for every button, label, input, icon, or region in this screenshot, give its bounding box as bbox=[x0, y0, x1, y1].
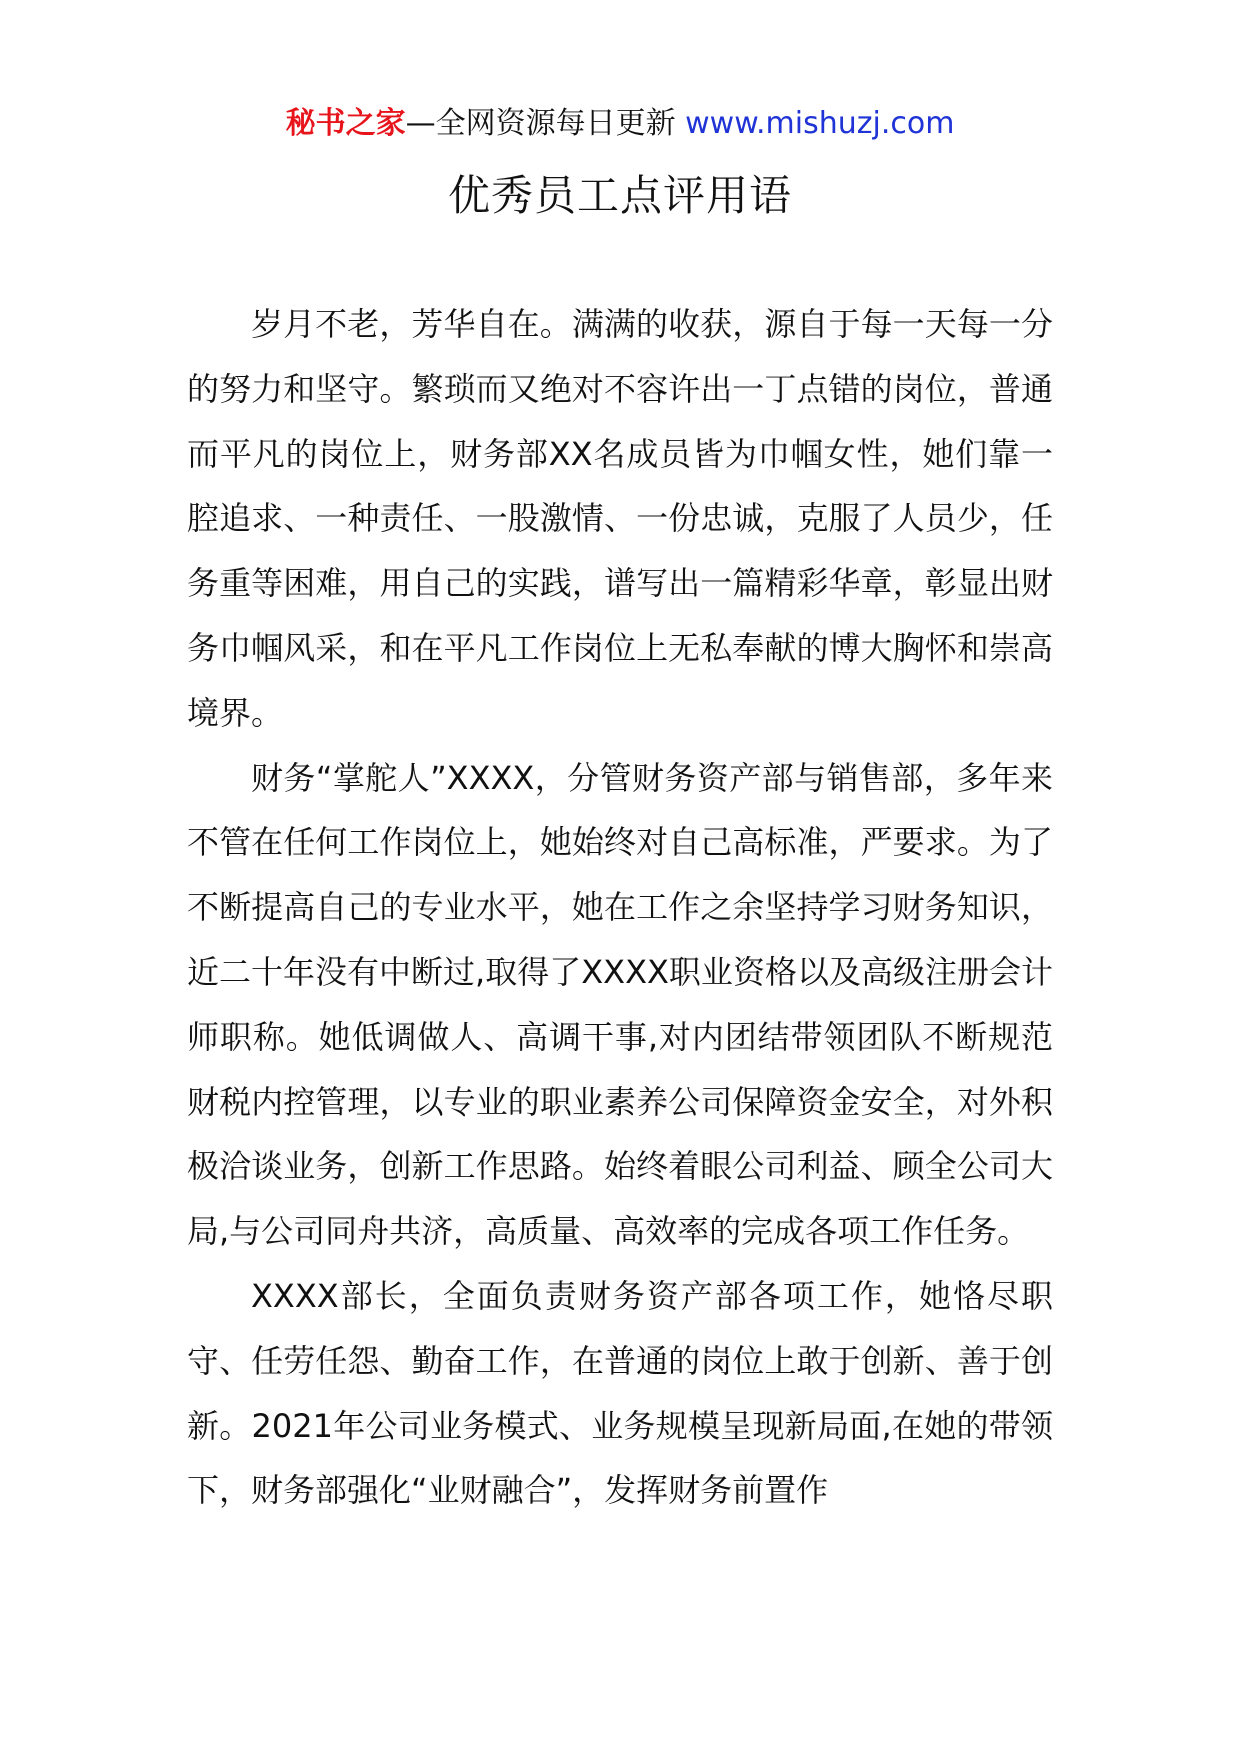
site-header bbox=[0, 100, 1240, 148]
paragraph-2: 财务“掌舵人”XXXX，分管财务资产部与销售部，多年来不管在任何工作岗位上，她始终对自己高标准，严要求。为了不断提高自己的专业水平，她在工作之余坚持学习财务知识，近二十年没有中断过,取得了XXXX职业资格以及高级注册会计师职称。她低调做人、高调干事,对内团结带领团队不断规范财税内控管理，以专业的职业素养公司保障资金安全，对外积极洽谈业务，创新工作思路。始终着眼公司利益、顾全公司大局,与公司同舟共济，高质量、高效率的完成各项工作任务。 bbox=[187, 758, 1053, 1251]
site-url-link[interactable]: www.mishuzj.com bbox=[685, 106, 955, 141]
site-brand: 秘书之家 bbox=[285, 106, 406, 141]
paragraph-1: 岁月不老，芳华自在。满满的收获，源自于每一天每一分的努力和坚守。繁琐而又绝对不容许出一丁点错的岗位，普通而平凡的岗位上，财务部XX名成员皆为巾帼女性，她们靠一腔追求、一种责任、一股激情、一份忠诚，克服了人员少，任务重等困难，用自己的实践，谱写出一篇精彩华章，彰显出财务巾帼风采，和在平凡工作岗位上无私奉献的博大胸怀和崇高境界。 bbox=[187, 305, 1053, 732]
document-body bbox=[187, 292, 1053, 1523]
site-slogan: —全网资源每日更新 bbox=[405, 106, 676, 141]
document-title: 优秀员工点评用语 bbox=[447, 171, 792, 220]
paragraph-3: XXXX部长，全面负责财务资产部各项工作，她恪尽职守、任劳任怨、勤奋工作，在普通的岗位上敢于创新、善于创新。2021年公司业务模式、业务规模呈现新局面,在她的带领下，财务部强化“业财融合”，发挥财务前置作 bbox=[187, 1276, 1053, 1510]
